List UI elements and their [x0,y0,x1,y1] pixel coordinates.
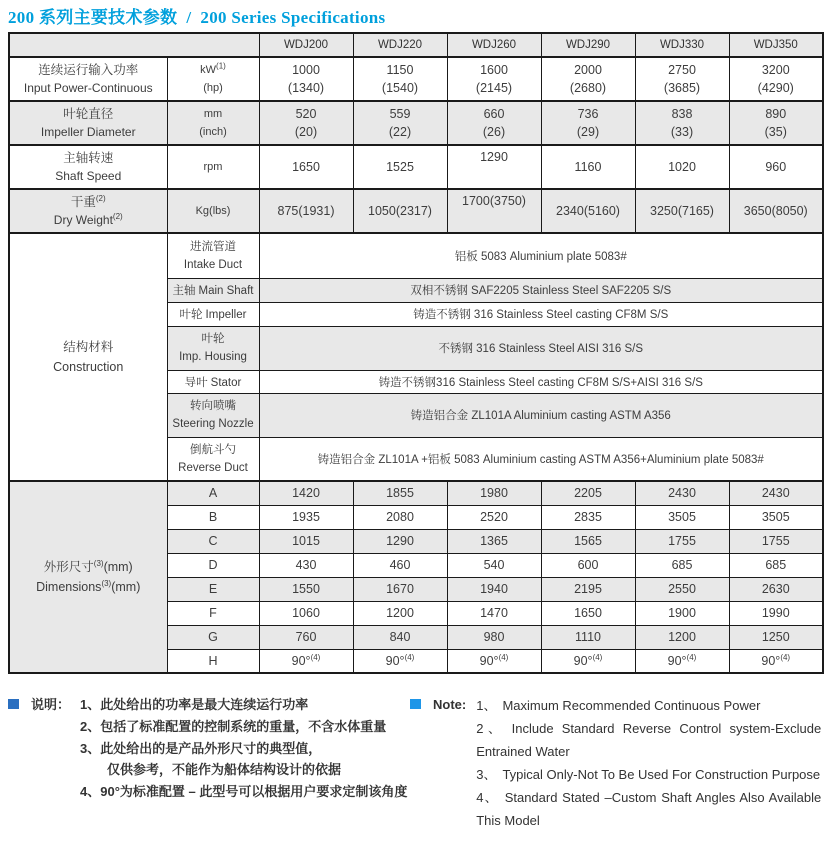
value-cell: 1550 [259,577,353,601]
value-cell: 540 [447,553,541,577]
value-cell: 1650 [541,601,635,625]
value-cell: 1200 [635,625,729,649]
material-cell: 铝板 5083 Aluminium plate 5083# [259,233,823,278]
value-cell: 736 (29) [541,101,635,145]
part-label-imp-housing: 叶轮 Imp. Housing [167,326,259,370]
value-cell: 1290 [447,145,541,189]
value-cell: 1150 (1540) [353,57,447,101]
value-cell: 2340(5160) [541,189,635,233]
value-cell: 1990 [729,601,823,625]
notes-cn-label: 说明： [31,697,71,712]
value-cell: 760 [259,625,353,649]
note-item: 2、包括了标准配置的控制系统的重量，不含水体重量 [80,719,387,734]
value-cell: 2430 [635,481,729,505]
value-cell: 90°$^{(4)}$ [259,649,353,673]
model-header: WDJ350 [729,33,823,57]
value-cell: 1755 [635,529,729,553]
value-cell: 1060 [259,601,353,625]
note-item: 4、90°为标准配置 – 此型号可以根据用户要求定制该角度 [80,784,408,799]
row-label-shaft-speed: 主轴转速 Shaft Speed [9,145,167,189]
value-cell: 1525 [353,145,447,189]
value-cell: 1000 (1340) [259,57,353,101]
blank-corner-cell [9,33,259,57]
value-cell: 1855 [353,481,447,505]
value-cell: 90°$^{(4)}$ [541,649,635,673]
value-cell: 2430 [729,481,823,505]
value-cell: 460 [353,553,447,577]
value-cell: 875(1931) [259,189,353,233]
value-cell: 2205 [541,481,635,505]
model-header-row [9,33,823,57]
value-cell: 3505 [729,505,823,529]
note-bullet-icon [8,699,19,709]
specifications-table [8,32,824,674]
value-cell: 1670 [353,577,447,601]
material-cell: 铸造不锈钢316 Stainless Steel casting CF8M S/S+AISI 316 S/S [259,370,823,393]
page-title-en: 200 Series Specifications [200,8,386,27]
value-cell: 1015 [259,529,353,553]
value-cell: 660 (26) [447,101,541,145]
value-cell: 890 (35) [729,101,823,145]
row-intake-duct [9,233,823,278]
notes-section [0,694,830,832]
value-cell: 960 [729,145,823,189]
page-title-cn: 200 系列主要技术参数 [8,8,178,27]
value-cell: 2000 (2680) [541,57,635,101]
value-cell: 1200 [353,601,447,625]
material-cell: 铸造不锈钢 316 Stainless Steel casting CF8M S/S [259,302,823,326]
value-cell: 1900 [635,601,729,625]
notes-en-list [476,694,821,832]
part-label-impeller: 叶轮 Impeller [167,302,259,326]
material-cell: 铸造铝合金 ZL101A Aluminium casting ASTM A356 [259,393,823,437]
row-label-impeller-diameter: 叶轮直径 Impeller Diameter [9,101,167,145]
row-label-input-power: 连续运行输入功率 Input Power-Continuous [9,57,167,101]
note-bullet-icon [410,699,421,709]
value-cell: 1050(2317) [353,189,447,233]
value-cell: 1420 [259,481,353,505]
row-shaft-speed [9,145,823,189]
part-label-intake-duct: 进流管道 Intake Duct [167,233,259,278]
dim-letter: F [167,601,259,625]
material-cell: 双相不锈钢 SAF2205 Stainless Steel SAF2205 S/S [259,278,823,302]
model-header: WDJ200 [259,33,353,57]
material-cell: 不锈钢 316 Stainless Steel AISI 316 S/S [259,326,823,370]
value-cell: 685 [635,553,729,577]
value-cell: 3200 (4290) [729,57,823,101]
value-cell: 1700(3750) [447,189,541,233]
row-dry-weight [9,189,823,233]
value-cell: 1250 [729,625,823,649]
value-cell: 2550 [635,577,729,601]
title-separator: / [186,8,192,27]
page-title [0,0,830,32]
note-item: 2、 Include Standard Reverse Control system-Exclude Entrained Water [476,721,822,759]
value-cell: 1160 [541,145,635,189]
dim-letter: E [167,577,259,601]
unit-cell-impeller: mm (inch) [167,101,259,145]
value-cell: 685 [729,553,823,577]
part-label-reverse-duct: 倒航斗勺 Reverse Duct [167,437,259,481]
value-cell: 2835 [541,505,635,529]
model-header: WDJ260 [447,33,541,57]
part-label-steering-nozzle: 转向喷嘴 Steering Nozzle [167,393,259,437]
value-cell: 520 (20) [259,101,353,145]
value-cell: 2080 [353,505,447,529]
value-cell: 838 (33) [635,101,729,145]
section-label-dimensions: 外形尺寸$^{(3)}$(mm) Dimensions$^{(3)}$(mm) [9,481,167,673]
note-item: 3、此处给出的是产品外形尺寸的典型值， 仅供参考，不能作为船体结构设计的依据 [80,741,342,777]
notes-chinese [8,694,410,832]
value-cell: 3250(7165) [635,189,729,233]
value-cell: 1290 [353,529,447,553]
value-cell: 1600 (2145) [447,57,541,101]
value-cell: 1940 [447,577,541,601]
part-label-stator: 导叶 Stator [167,370,259,393]
value-cell: 1650 [259,145,353,189]
value-cell: 1565 [541,529,635,553]
value-cell: 3650(8050) [729,189,823,233]
note-item: 1、 Maximum Recommended Continuous Power [476,698,761,713]
value-cell: 1020 [635,145,729,189]
dim-letter: A [167,481,259,505]
model-header: WDJ330 [635,33,729,57]
value-cell: 559 (22) [353,101,447,145]
value-cell: 90°$^{(4)}$ [447,649,541,673]
model-header: WDJ290 [541,33,635,57]
value-cell: 90°$^{(4)}$ [729,649,823,673]
dim-letter: H [167,649,259,673]
notes-cn-list [80,694,410,803]
row-input-power [9,57,823,101]
row-label-dry-weight: 干重$^{(2)}$ Dry Weight$^{(2)}$ [9,189,167,233]
material-cell: 铸造铝合金 ZL101A +铝板 5083 Aluminium casting ASTM A356+Aluminium plate 5083# [259,437,823,481]
note-item: 3、 Typical Only-Not To Be Used For Construction Purpose [476,767,821,782]
dim-letter: G [167,625,259,649]
row-impeller-diameter [9,101,823,145]
value-cell: 1110 [541,625,635,649]
row-dim-A [9,481,823,505]
notes-english [410,694,822,832]
note-item: 1、此处给出的功率是最大连续运行功率 [80,697,309,712]
section-label-construction: 结构材料 Construction [9,233,167,481]
value-cell: 2630 [729,577,823,601]
unit-cell-dry-weight: Kg(lbs) [167,189,259,233]
notes-en-label: Note: [433,697,467,712]
value-cell: 1980 [447,481,541,505]
dim-letter: B [167,505,259,529]
unit-cell-power: $kW^{(1)}$ (hp) [167,57,259,101]
value-cell: 90°$^{(4)}$ [353,649,447,673]
part-label-main-shaft: 主轴 Main Shaft [167,278,259,302]
value-cell: 1755 [729,529,823,553]
value-cell: 1365 [447,529,541,553]
dim-letter: C [167,529,259,553]
value-cell: 1470 [447,601,541,625]
value-cell: 980 [447,625,541,649]
dim-letter: D [167,553,259,577]
value-cell: 600 [541,553,635,577]
value-cell: 3505 [635,505,729,529]
value-cell: 2520 [447,505,541,529]
unit-cell-shaft: rpm [167,145,259,189]
value-cell: 840 [353,625,447,649]
value-cell: 1935 [259,505,353,529]
value-cell: 2195 [541,577,635,601]
value-cell: 2750 (3685) [635,57,729,101]
note-item: 4、 Standard Stated –Custom Shaft Angles Also Available This Model [476,790,822,828]
model-header: WDJ220 [353,33,447,57]
value-cell: 90°$^{(4)}$ [635,649,729,673]
value-cell: 430 [259,553,353,577]
